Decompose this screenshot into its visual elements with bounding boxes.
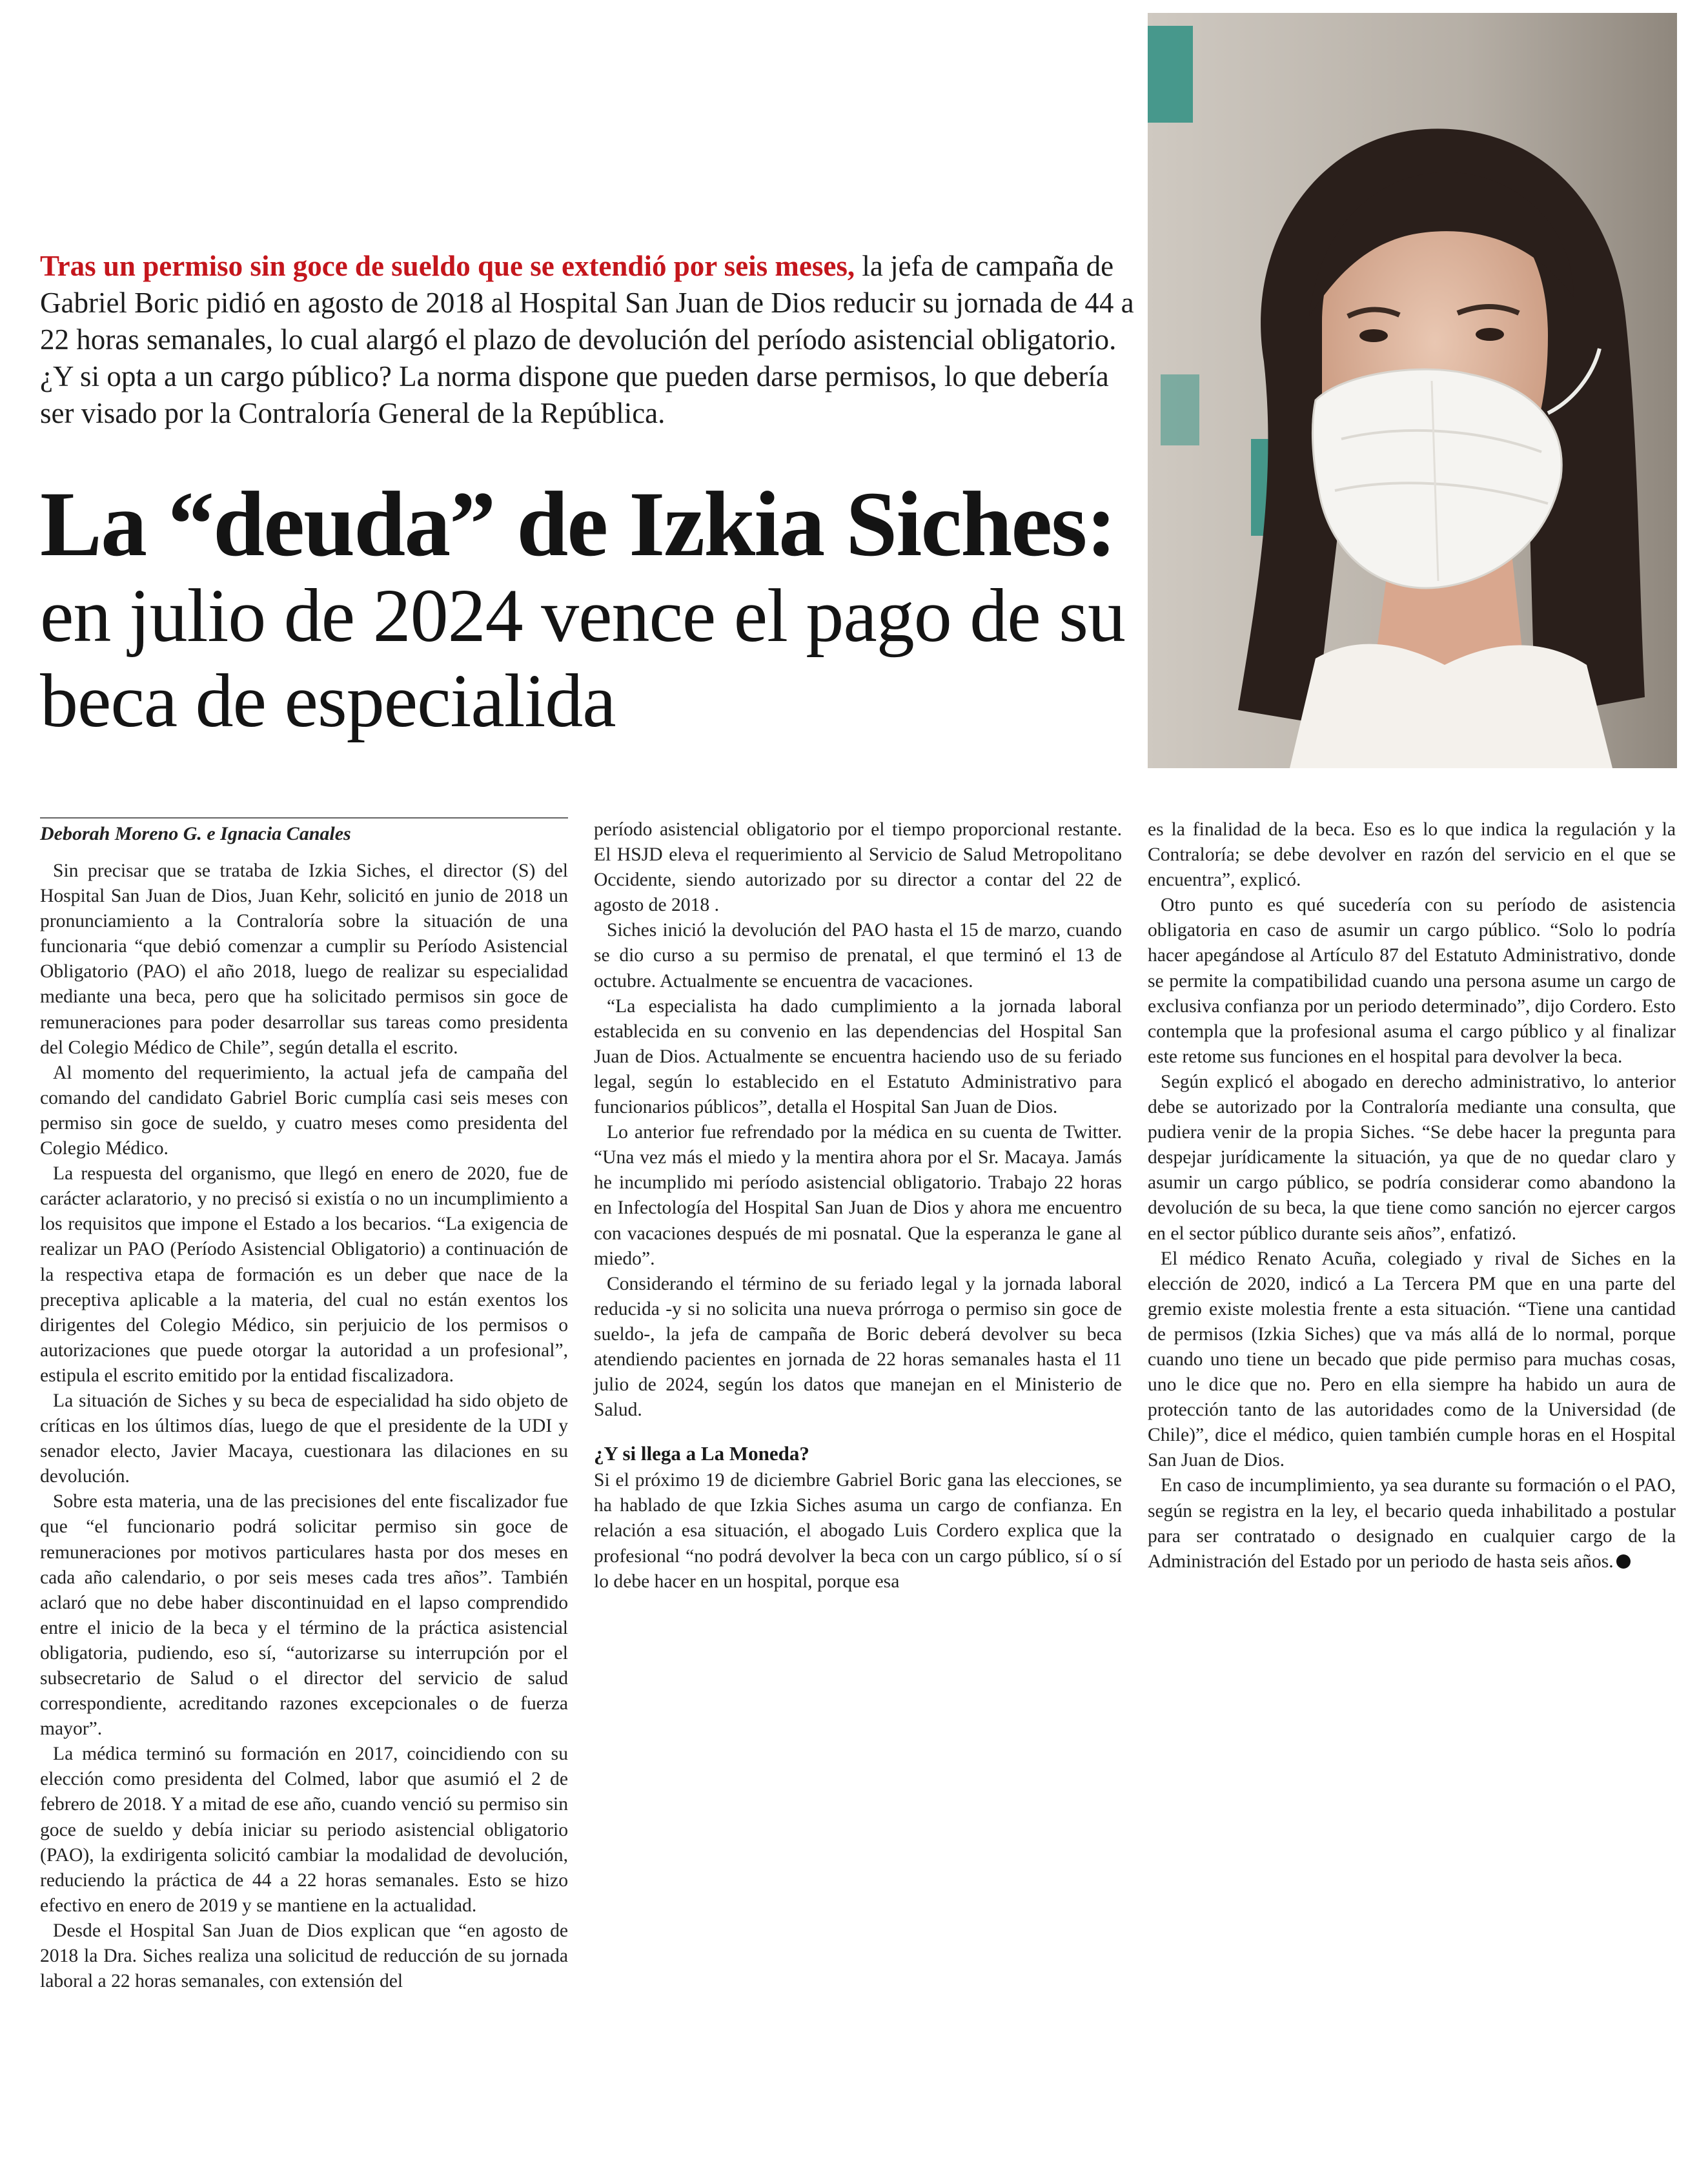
end-of-article-icon [1616,1554,1631,1569]
paragraph: Si el próximo 19 de diciembre Gabriel Boric gana las elecciones, se ha hablado de que Izkia Siches asuma un cargo de confianza. En relación a esa situación, el abogado Luis Cordero explica que la profesional “no podrá devolver la beca con un cargo público, sí o sí lo debe hacer en un hospital, porque esa [594,1470,1122,1592]
paragraph: Lo anterior fue refrendado por la médica en su cuenta de Twitter. “Una vez más el miedo y la mentira ahora por el Sr. Macaya. Jamás he incumplido mi período asistencial obligatorio. Trabajo 22 horas en Infectología del Hospital San Juan de Dios y ahora me encuentro con vacaciones después de mi posnatal. Que la esperanza le gane al miedo”. [594,1122,1122,1269]
body-column-1 [40,817,568,1994]
lede-text: la jefa de campaña de Gabriel Boric pidió en agosto de 2018 al Hospital San Juan de Dios reducir su jornada de 44 a 22 horas semanales, lo cual alargó el plazo de devolución del período asistencial obligatorio. ¿Y si opta a un cargo público? La norma dispone que pueden darse permisos, lo que debería ser visado por la Contraloría General de la República. [40,250,1134,429]
paragraph: Al momento del requerimiento, la actual jefa de campaña del comando del candidato Gabriel Boric cumplía casi seis meses con permiso sin goce de sueldo, y cuatro meses como presidenta del Colegio Médico. [40,1062,568,1159]
headline-primary: La “deuda” de Izkia Siches: [40,473,1116,576]
paragraph: Otro punto es qué sucedería con su período de asistencia obligatoria en caso de asumir un cargo público. “Solo lo podría hacer apegándose al Artículo 87 del Estatuto Administrativo, donde se permite la compatibilidad cuando una persona asume un cargo de exclusiva confianza por un periodo determinado”, dijo Cordero. Esto contempla que la profesional asuma el cargo público y al finalizar este retome sus funciones en el hospital para devolver la beca. [1148,895,1676,1067]
paragraph: Desde el Hospital San Juan de Dios explican que “en agosto de 2018 la Dra. Siches realiza una solicitud de reducción de su jornada laboral a 22 horas semanales, con extensión del [40,1920,568,1992]
paragraph: La médica terminó su formación en 2017, coincidiendo con su elección como presidenta del Colmed, labor que asumió el 2 de febrero de 2018. Y a mitad de ese año, cuando venció su permiso sin goce de sueldo y debía iniciar su periodo asistencial obligatorio (PAO), la exdirigenta solicitó cambiar la modalidad de devolución, reduciendo la práctica de 44 a 22 horas semanales. Esto se hizo efectivo en enero de 2019 y se mantiene en la actualidad. [40,1744,568,1916]
paragraph-continued: es la finalidad de la beca. Eso es lo que indica la regulación y la Contraloría; se debe devolver en razón del servicio en el que se encuentra”, explicó. [1148,819,1676,891]
headline-secondary: en julio de 2024 vence el pago de su beca de especialida [40,573,1126,743]
final-text: En caso de incumplimiento, ya sea durante su formación o el PAO, según se registra en la ley, el becario queda inhabilitado a postular para ser contratado o designado en cualquier cargo de la Administración del Estado por un periodo de hasta seis años. [1148,1475,1676,1572]
paragraph: El médico Renato Acuña, colegiado y rival de Siches en la elección de 2020, indicó a La Tercera PM que en una parte del gremio existe molestia frente a esta situación. “Tiene una cantidad de permisos (Izkia Siches) que va más allá de lo normal, porque cuando uno tiene un becado que pide permiso para muchas cosas, uno le dice que no. Pero en ella siempre ha habido un aura de protección tanto de las autoridades como de la Universidad (de Chile)”, dice el médico, quien también cumple horas en el Hospital San Juan de Dios. [1148,1248,1676,1471]
paragraph: La situación de Siches y su beca de especialidad ha sido objeto de críticas en los últimos días, luego de que el presidente de la UDI y senador electo, Javier Macaya, cuestionara las dilaciones en su devolución. [40,1390,568,1487]
paragraph-continued: período asistencial obligatorio por el tiempo proporcional restante. El HSJD eleva el requerimiento al Servicio de Salud Metropolitano Occidente, siendo autorizado por su director a contar del 22 de agosto de 2018 . [594,819,1122,916]
byline: Deborah Moreno G. e Ignacia Canales [40,817,568,852]
lede-kicker: Tras un permiso sin goce de sueldo que se extendió por seis meses, [40,250,855,282]
paragraph: Según explicó el abogado en derecho administrativo, lo anterior debe se autorizado por la Contraloría mediante una consulta, que pudiera venir de la propia Siches. “Se debe hacer la pregunta para despejar jurídicamente la situación, ya que de no quedar claro y asumir un cargo público, se podría considerar como abandono la devolución de su beca, la que tiene como sanción no ejercer cargos en el sector público durante seis años”, enfatizó. [1148,1071,1676,1244]
article-headline [40,473,1144,744]
paragraph: Considerando el término de su feriado legal y la jornada laboral reducida -y si no solicita una nueva prórroga o permiso sin goce de sueldo-, la jefa de campaña de Boric deberá devolver su beca atendiendo pacientes en jornada de 22 horas semanales hasta el 11 julio de 2024, según los datos que manejan en el Ministerio de Salud. [594,1273,1122,1421]
paragraph-final [1148,1473,1676,1574]
body-column-2 [594,817,1122,1594]
section-subhead: ¿Y si llega a La Moneda? [594,1442,809,1465]
paragraph: La respuesta del organismo, que llegó en enero de 2020, fue de carácter aclaratorio, y no precisó si existía o no un incumplimiento a los requisitos que impone el Estado a los becarios. “La exigencia de realizar un PAO (Período Asistencial Obligatorio) a continuación de la respectiva etapa de formación es un deber que nace de la preceptiva aplicable a la materia, del cual no están exentos los dirigentes del Colegio Médico, sin perjuicio de los permisos o autorizaciones que puede otorgar la autoridad a un profesional”, estipula el escrito emitido por la entidad fiscalizadora. [40,1163,568,1386]
portrait-illustration [1148,13,1677,768]
paragraph: Siches inició la devolución del PAO hasta el 15 de marzo, cuando se dio curso a su permiso de prenatal, el que terminó el 13 de octubre. Actualmente se encuentra de vacaciones. [594,920,1122,992]
article-photo [1148,13,1677,768]
paragraph: Sobre esta materia, una de las precisiones del ente fiscalizador fue que “el funcionario podrá solicitar permiso sin goce de remuneraciones por motivos particulares hasta por dos meses en cada año calendario, o por seis meses cada tres años”. También aclaró que no debe haber discontinuidad en el lapso comprendido entre el inicio de la beca y el término de la práctica asistencial obligatoria, pudiendo, eso sí, “autorizarse su interrupción por el subsecretario de Salud o el director del servicio de salud correspondiente, acreditando razones excepcionales o de fuerza mayor”. [40,1491,568,1740]
article-lede [40,248,1144,432]
paragraph: Sin precisar que se trataba de Izkia Siches, el director (S) del Hospital San Juan de Dios, Juan Kehr, solicitó en junio de 2018 un pronunciamiento a la Contraloría sobre la situación de una funcionaria “que debió comenzar a cumplir su Período Asistencial Obligatorio (PAO) el año 2018, luego de realizar su especialidad mediante una beca, pero que ha solicitado permisos sin goce de remuneraciones para poder desarrollar sus tareas como presidenta del Colegio Médico de Chile”, según detalla el escrito. [40,860,568,1058]
paragraph: “La especialista ha dado cumplimiento a la jornada laboral establecida en su convenio en las dependencias del Hospital San Juan de Dios. Actualmente se encuentra haciendo uso de su feriado legal, según lo establecido en el Estatuto Administrativo para funcionarios públicos”, detalla el Hospital San Juan de Dios. [594,995,1122,1118]
body-column-3 [1148,817,1676,1574]
